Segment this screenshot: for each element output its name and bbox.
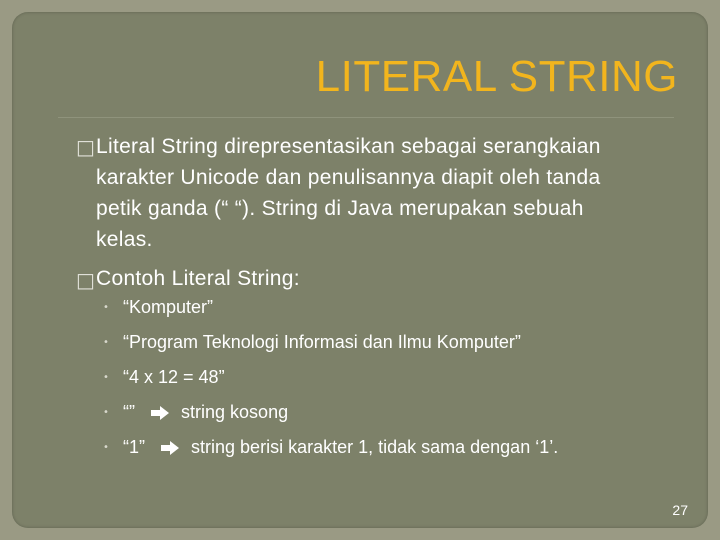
paragraph-line: Contoh Literal String: (96, 267, 300, 290)
example-text: “Program Teknologi Informasi dan Ilmu Komputer” (123, 332, 521, 352)
list-item (103, 360, 558, 395)
bullet-dot-icon: • (103, 442, 109, 453)
paragraph-bullet-icon: □ (76, 135, 95, 159)
example-description: string berisi karakter 1, tidak sama dengan ‘1’. (191, 437, 559, 457)
page-number: 27 (672, 502, 688, 518)
list-item (103, 395, 558, 430)
example-description: string kosong (181, 402, 289, 422)
bullet-dot-icon: • (103, 407, 109, 418)
example-text (123, 437, 558, 458)
example-text (123, 402, 288, 423)
title-divider (58, 117, 674, 118)
paragraph-line: karakter Unicode dan penulisannya diapit oleh tanda (96, 166, 601, 189)
paragraph-intro (96, 131, 676, 255)
bullet-dot-icon: • (103, 302, 109, 313)
bullet-dot-icon: • (103, 372, 109, 383)
paragraph-bullet-icon: □ (76, 268, 95, 292)
paragraph-line: petik ganda (“ “). String di Java merupakan sebuah (96, 197, 584, 220)
list-item (103, 290, 558, 325)
example-text: “Komputer” (123, 297, 214, 317)
list-item (103, 325, 558, 360)
example-literal: “1” (123, 437, 145, 457)
list-item (103, 430, 558, 465)
right-arrow-icon (160, 440, 180, 456)
paragraph-line: Literal String direpresentasikan sebagai serangkaian (96, 135, 601, 158)
example-literal: “” (123, 402, 135, 422)
paragraph-line: kelas. (96, 228, 153, 251)
bullet-dot-icon: • (103, 337, 109, 348)
example-text: “4 x 12 = 48” (123, 367, 225, 387)
right-arrow-icon (150, 405, 170, 421)
slide-title: LITERAL STRING (315, 52, 678, 101)
examples-list (103, 290, 558, 465)
